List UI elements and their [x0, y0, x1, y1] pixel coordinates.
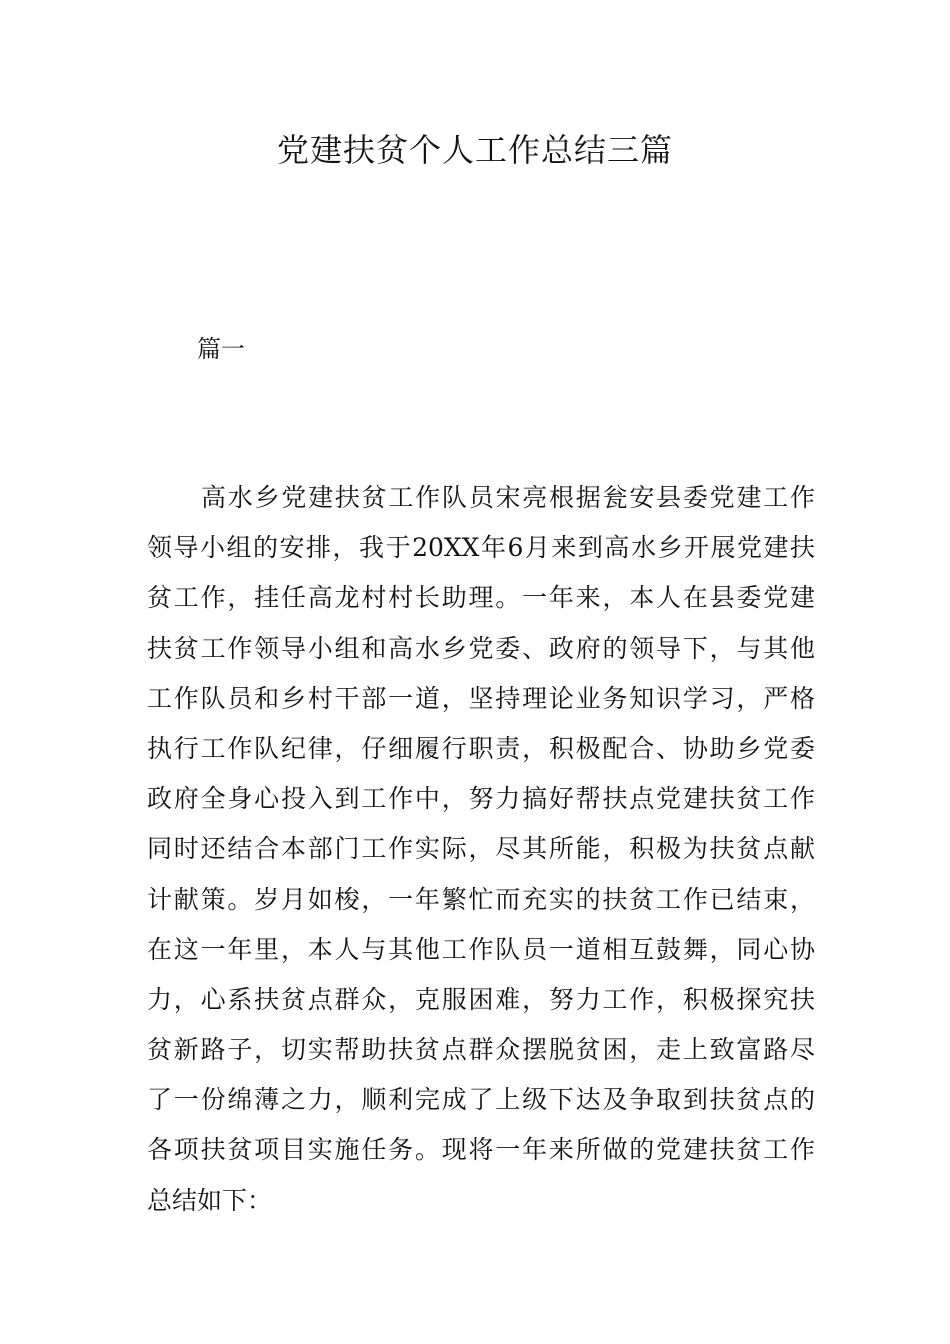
paragraph-line: 计献策。岁月如梭，一年繁忙而充实的扶贫工作已结束，: [147, 884, 815, 914]
paragraph-line: 执行工作队纪律，仔细履行职责，积极配合、协助乡党委: [147, 733, 815, 763]
paragraph-line: 各项扶贫项目实施任务。现将一年来所做的党建扶贫工作: [147, 1135, 815, 1165]
paragraph-line: 总结如下：: [147, 1185, 273, 1215]
paragraph-line: 领导小组的安排，我于20XX年6月来到高水乡开展党建扶: [147, 533, 815, 563]
paragraph-line: 贫新路子，切实帮助扶贫点群众摆脱贫困，走上致富路尽: [147, 1035, 815, 1065]
paragraph-line: 高水乡党建扶贫工作队员宋亮根据瓮安县委党建工作: [201, 483, 815, 512]
paragraph-line: 政府全身心投入到工作中，努力搞好帮扶点党建扶贫工作: [147, 784, 815, 814]
paragraph-line: 了一份绵薄之力，顺利完成了上级下达及争取到扶贫点的: [147, 1085, 815, 1115]
document-title: 党建扶贫个人工作总结三篇: [276, 131, 673, 169]
paragraph-line: 在这一年里，本人与其他工作队员一道相互鼓舞，同心协: [147, 934, 815, 964]
paragraph-line: 贫工作，挂任高龙村村长助理。一年来，本人在县委党建: [147, 583, 815, 613]
paragraph-line: 力，心系扶贫点群众，克服困难，努力工作，积极探究扶: [147, 984, 815, 1014]
section-heading: 篇一: [197, 335, 245, 363]
body-paragraph: [147, 476, 815, 1229]
paragraph-line: 同时还结合本部门工作实际，尽其所能，积极为扶贫点献: [147, 834, 815, 864]
paragraph-line: 扶贫工作领导小组和高水乡党委、政府的领导下，与其他: [147, 633, 815, 663]
paragraph-line: 工作队员和乡村干部一道，坚持理论业务知识学习，严格: [147, 683, 815, 713]
